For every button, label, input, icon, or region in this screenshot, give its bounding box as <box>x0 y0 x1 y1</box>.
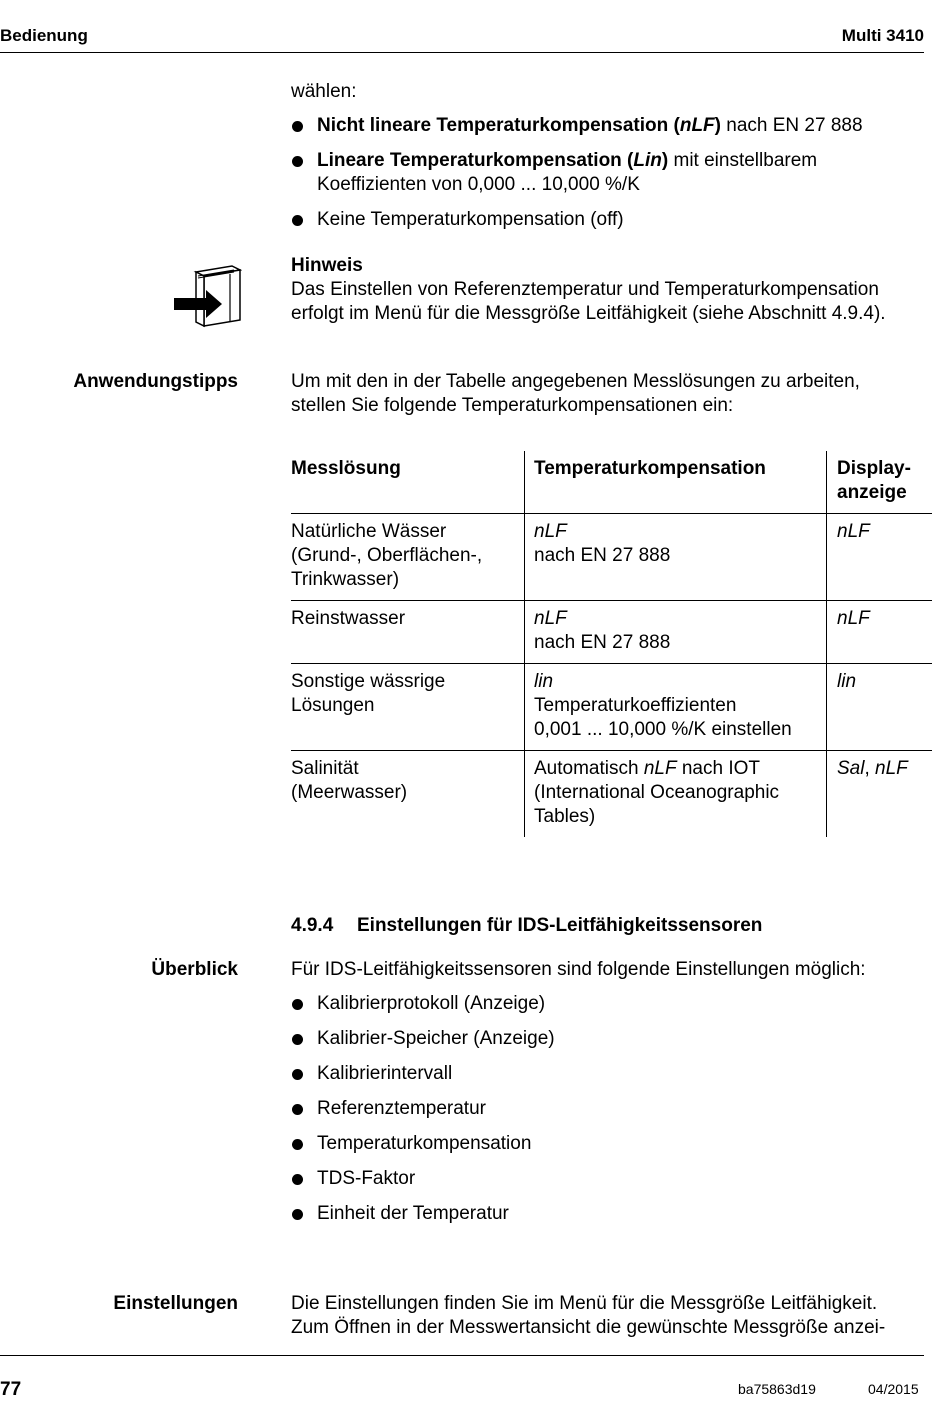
note-line-2: erfolgt im Menü für die Messgröße Leitfähigkeit (siehe Abschnitt 4.9.4). <box>291 303 886 324</box>
list-item <box>291 149 922 197</box>
cell-solution: Sonstige wässrige Lösungen <box>291 664 525 751</box>
table-row <box>291 751 932 838</box>
list-item: Einheit der Temperatur <box>291 1202 924 1226</box>
cell-display: nLF <box>827 601 933 664</box>
bullet-icon <box>292 1104 303 1115</box>
option-text: mit einstellbarem Koeffizienten von 0,000 ... 10,000 %/K <box>317 150 818 195</box>
option-abbrev: nLF <box>679 115 715 136</box>
bullet-icon <box>292 1174 303 1185</box>
option-bold-text: ) <box>661 150 669 171</box>
cell-solution: Natürliche Wässer (Grund-, Oberflächen-, Trinkwasser) <box>291 514 525 601</box>
option-abbrev: Lin <box>633 150 662 171</box>
list-item <box>291 208 924 232</box>
header-compensation: Temperaturkompensation <box>525 451 827 514</box>
table-header-row <box>291 451 932 514</box>
bullet-icon <box>292 1139 303 1150</box>
list-item: Referenztemperatur <box>291 1097 924 1121</box>
doc-id: ba75863d19 <box>738 1381 816 1397</box>
tips-line-2: stellen Sie folgende Temperaturkompensationen ein: <box>291 395 734 416</box>
cell-display: Sal, nLF <box>827 751 933 838</box>
cell-compensation: lin Temperaturkoeffizienten 0,001 ... 10,000 %/K einstellen <box>525 664 827 751</box>
list-item: Kalibrierprotokoll (Anzeige) <box>291 992 924 1016</box>
list-item: Kalibrier-Speicher (Anzeige) <box>291 1027 924 1051</box>
page-number: 77 <box>0 1379 22 1400</box>
settings-list <box>291 992 924 1226</box>
bullet-icon <box>292 121 303 132</box>
compensation-table <box>291 451 932 837</box>
section-title: Einstellungen für IDS-Leitfähigkeitssensoren <box>357 915 763 936</box>
header-display-line-2: anzeige <box>837 482 907 503</box>
option-bold-text: Nicht lineare Temperaturkompensation ( <box>317 115 680 136</box>
table-row <box>291 601 932 664</box>
book-arrow-icon <box>170 262 242 332</box>
settings-line-1: Die Einstellungen finden Sie im Menü für die Messgröße Leitfähigkeit. <box>291 1293 878 1314</box>
bullet-icon <box>292 1069 303 1080</box>
compensation-options-list <box>291 114 924 232</box>
option-bold-text: ) <box>714 115 721 136</box>
cell-compensation: Automatisch nLF nach IOT (International Oceanographic Tables) <box>525 751 827 838</box>
table-row <box>291 514 932 601</box>
table-row <box>291 664 932 751</box>
tips-line-1: Um mit den in der Tabelle angegebenen Messlösungen zu arbeiten, <box>291 371 860 392</box>
option-bold-text: Lineare Temperaturkompensation ( <box>317 150 634 171</box>
overview-label: Überblick <box>151 959 238 980</box>
list-item: Temperaturkompensation <box>291 1132 924 1156</box>
cell-display: lin <box>827 664 933 751</box>
tips-label: Anwendungstipps <box>73 371 238 392</box>
footer-rule <box>0 1355 924 1356</box>
header-display-line-1: Display- <box>837 458 911 479</box>
option-text: nach EN 27 888 <box>721 115 863 136</box>
doc-date: 04/2015 <box>868 1381 919 1397</box>
list-item <box>291 114 924 138</box>
bullet-icon <box>292 1034 303 1045</box>
cell-compensation: nLF nach EN 27 888 <box>525 601 827 664</box>
cell-display: nLF <box>827 514 933 601</box>
cell-solution: Salinität (Meerwasser) <box>291 751 525 838</box>
option-text: Keine Temperaturkompensation (off) <box>317 209 624 230</box>
list-item: TDS-Faktor <box>291 1167 924 1191</box>
section-number: 4.9.4 <box>291 915 334 936</box>
header-left: Bedienung <box>0 26 88 45</box>
note-line-1: Das Einstellen von Referenztemperatur und Temperaturkompensation <box>291 279 879 300</box>
bullet-icon <box>292 215 303 226</box>
header-rule <box>0 52 924 53</box>
header-right: Multi 3410 <box>841 26 924 45</box>
list-item: Kalibrierintervall <box>291 1062 924 1086</box>
bullet-icon <box>292 1209 303 1220</box>
settings-line-2: Zum Öffnen in der Messwertansicht die gewünschte Messgröße anzei- <box>291 1317 886 1338</box>
bullet-icon <box>292 156 303 167</box>
bullet-icon <box>292 999 303 1010</box>
header-solution: Messlösung <box>291 458 401 479</box>
settings-label: Einstellungen <box>113 1293 238 1314</box>
cell-compensation: nLF nach EN 27 888 <box>525 514 827 601</box>
intro-text: wählen: <box>291 81 357 102</box>
overview-text: Für IDS-Leitfähigkeitssensoren sind folgende Einstellungen möglich: <box>291 959 866 980</box>
cell-solution: Reinstwasser <box>291 601 525 664</box>
header-display <box>827 451 933 514</box>
note-title: Hinweis <box>291 255 363 276</box>
